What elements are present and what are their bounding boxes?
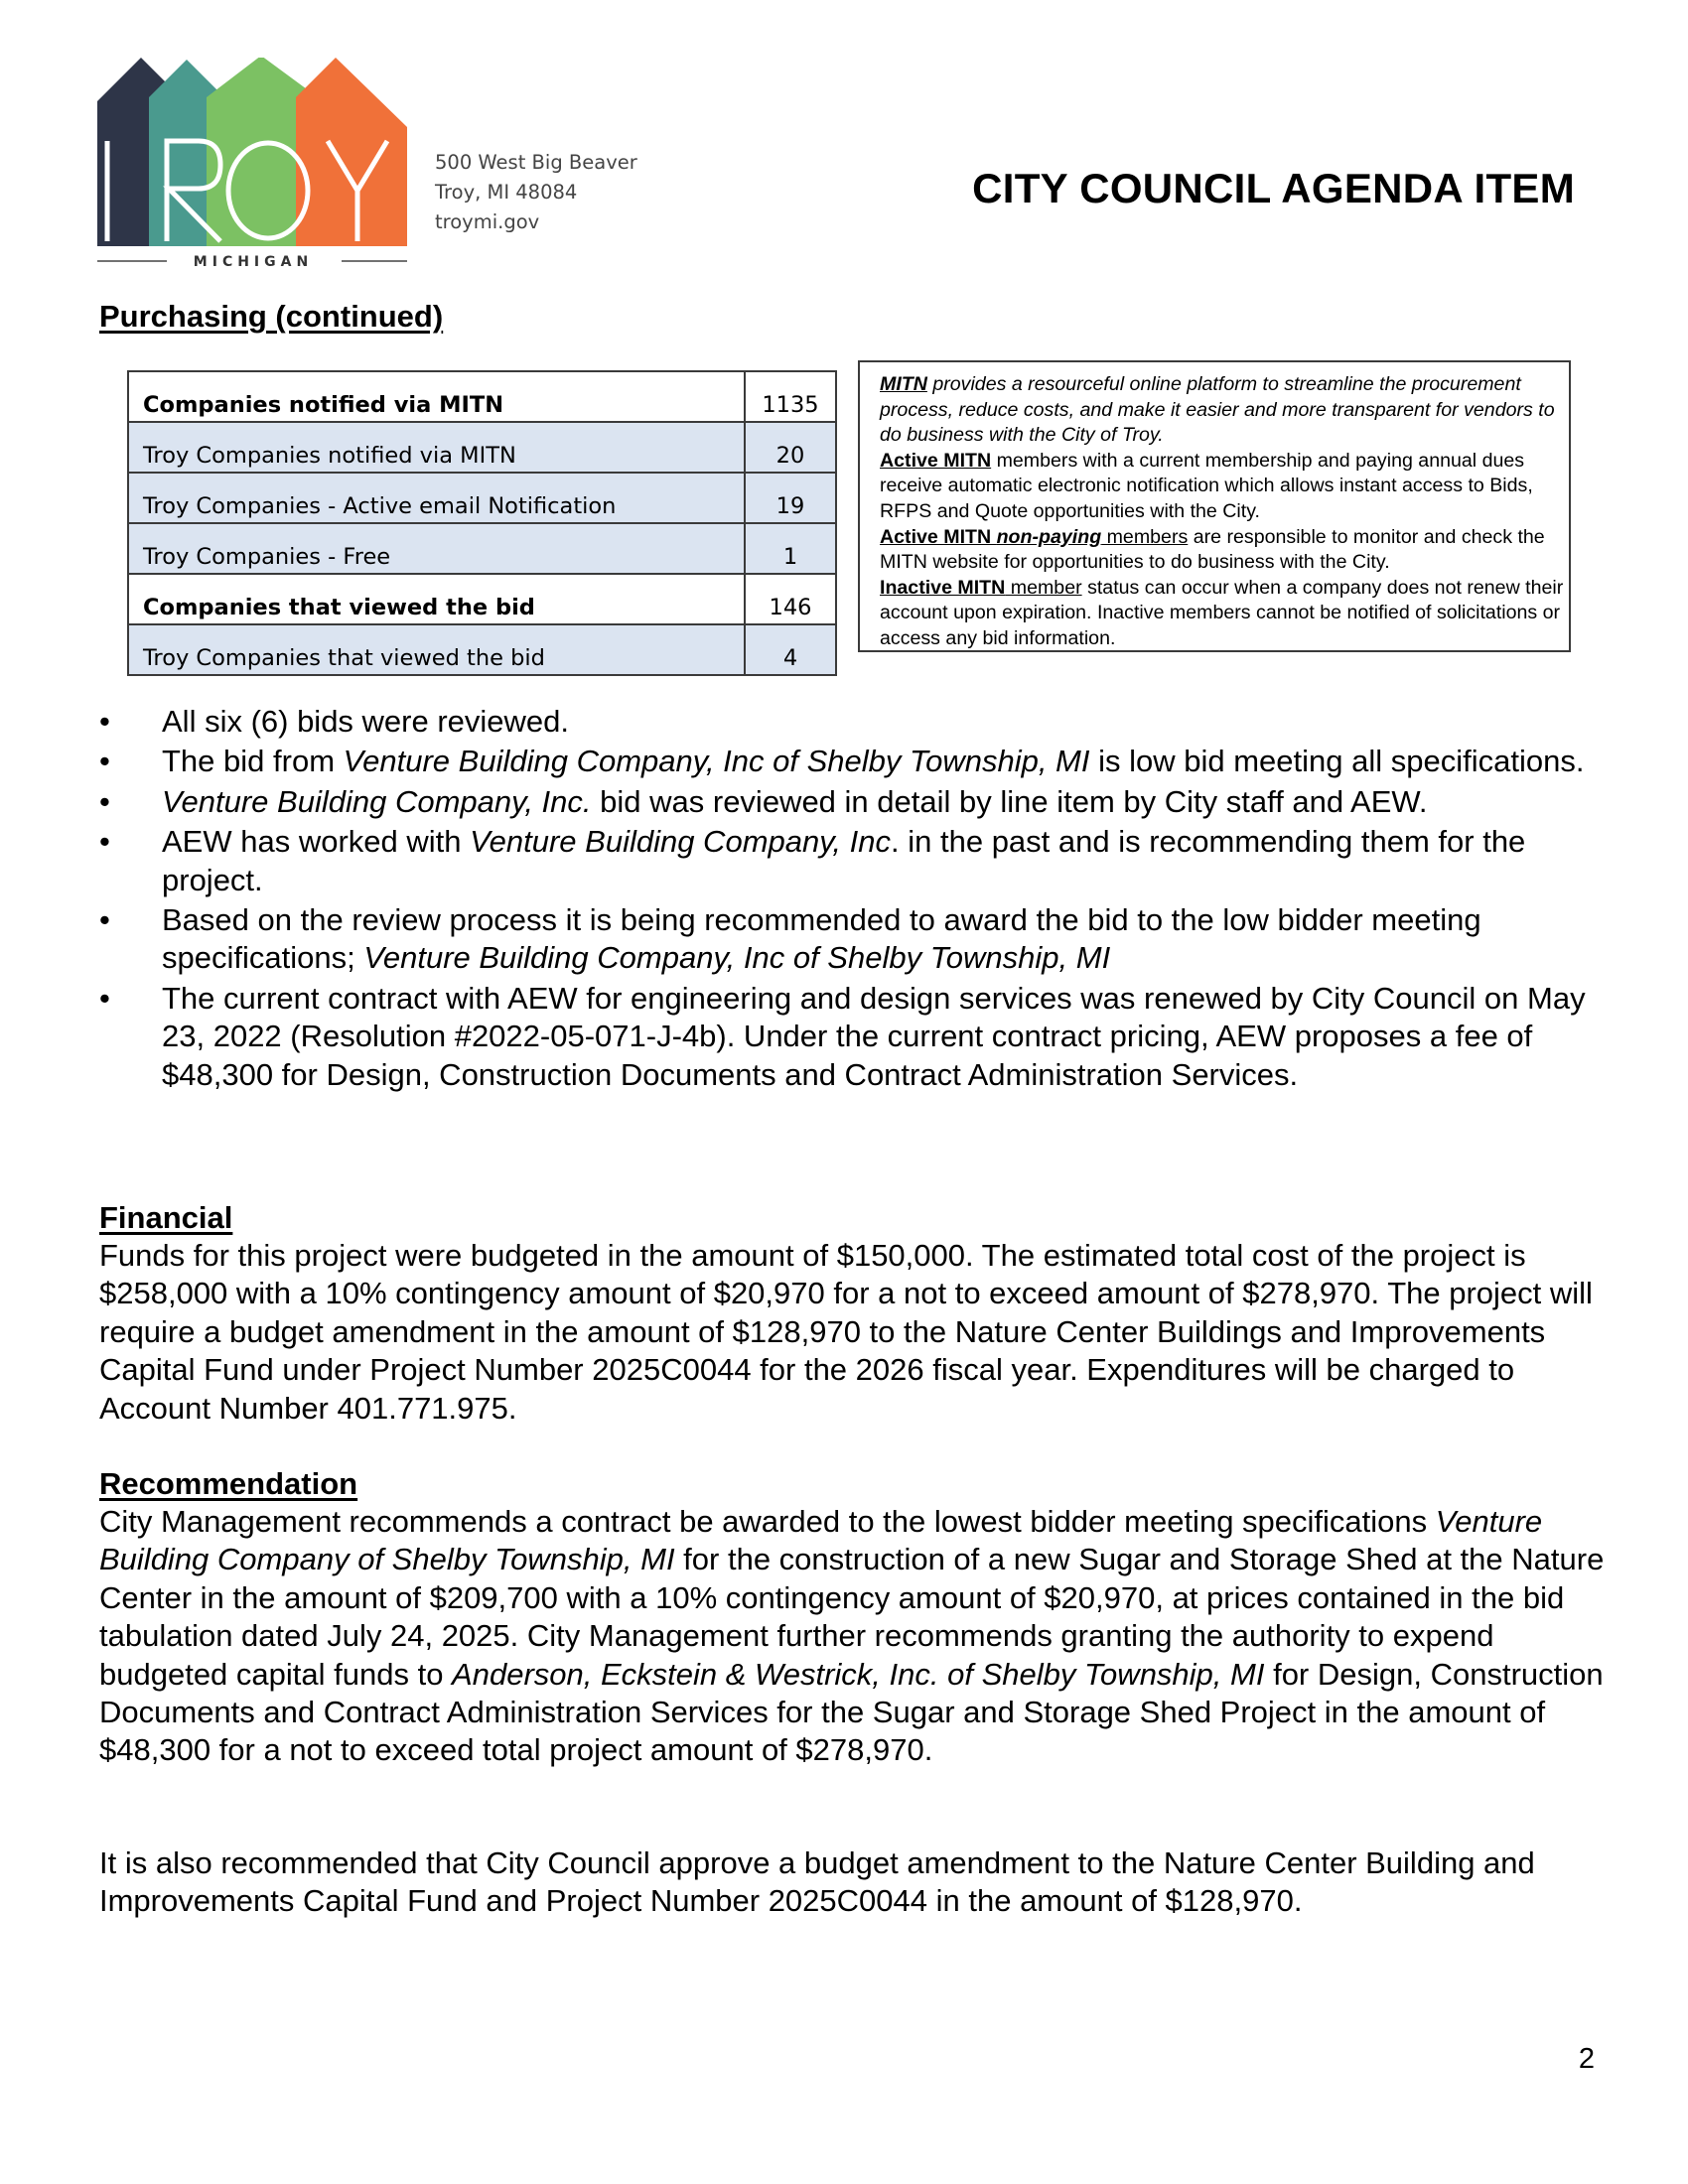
bullet-text-italic: Venture Building Company, Inc of Shelby Township, MI (343, 744, 1090, 779)
table-cell-label: Troy Companies notified via MITN (128, 422, 745, 473)
active-mitn-text: members with a current membership and paying annual dues receive automatic electronic notification which allows instant access to Bids, RFPS and Quote opportunities with the City. (880, 449, 1533, 522)
active-mitn-term: Active MITN (880, 449, 992, 472)
nonpaying-mitn-paragraph (880, 525, 1569, 576)
mitn-stats-table (127, 370, 837, 676)
recommendation-text-italic: Venture Building Company of Shelby Township, MI (99, 1504, 1543, 1577)
recommendation-heading: Recommendation (99, 1466, 358, 1501)
bullet-text: . in the past and is recommending them for the project. (162, 824, 1526, 897)
inactive-text: status can occur when a company does not renew their account upon expiration. Inactive members cannot be notified of solicitations or access any bid information. (880, 576, 1564, 649)
bullet-text-italic: Venture Building Company, Inc of Shelby Township, MI (363, 940, 1111, 976)
financial-paragraph: Funds for this project were budgeted in the amount of $150,000. The estimated total cost of the project is $258,000 with a 10% contingency amount of $20,970 for a not to exceed amount of $278,970. The project will require a budget amendment in the amount of $128,970 to the Nature Center Buildings and Improvements Capital Fund under Project Number 2025C0044 for the 2026 fiscal year. Expenditures will be charged to Account Number 401.771.975. (99, 1238, 1593, 1426)
nonpaying-term-b: non-paying (996, 525, 1102, 548)
table-row (128, 422, 836, 473)
mitn-text: provides a resourceful online platform to streamline the procurement process, reduce costs, and make it easier and more transparent for vendors to do business with the City of Troy. (880, 373, 1555, 447)
address-line-2: Troy, MI 48084 (435, 181, 578, 204)
mitn-paragraph (880, 372, 1569, 449)
logo-michigan-text: MICHIGAN (193, 254, 314, 268)
bullet-text: All six (6) bids were reviewed. (162, 704, 570, 739)
bullet-text: The current contract with AEW for engineering and design services was renewed by City Council on May 23, 2022 (Resolution #2022-05-071-J-4b). Under the current contract pricing, AEW proposes a fee of $48,300 for Design, Construction Documents and Contract Administration Services. (162, 980, 1586, 1092)
bullet-text-italic: Venture Building Company, Inc. (162, 783, 592, 819)
table-cell-value: 1 (745, 523, 836, 574)
bullet-text-italic: Venture Building Company, Inc (470, 824, 892, 860)
recommendation-text: for Design, Construction Documents and Contract Administration Services for the Sugar and Storage Shed Project in the amount of $48,300 for a not to exceed total project amount of $278,970. (99, 1656, 1604, 1768)
website-link[interactable]: troymi.gov (435, 210, 540, 233)
bullet-text: AEW has worked with (162, 824, 471, 860)
inactive-mitn-paragraph (880, 576, 1569, 652)
table-cell-value: 146 (745, 574, 836, 624)
bullet-text: bid was reviewed in detail by line item by City staff and AEW. (591, 783, 1428, 819)
troy-logo (97, 58, 407, 268)
bullet-icon: • (99, 783, 110, 819)
city-address (435, 148, 637, 237)
address-line-1: 500 West Big Beaver (435, 151, 637, 174)
mitn-term: MITN (880, 373, 927, 395)
table-row (128, 473, 836, 523)
recommendation-text: City Management recommends a contract be awarded to the lowest bidder meeting specifications (99, 1504, 1436, 1539)
agenda-title: CITY COUNCIL AGENDA ITEM (972, 165, 1575, 211)
inactive-term-a: Inactive MITN (880, 576, 1006, 599)
table-cell-label: Companies that viewed the bid (128, 574, 745, 624)
mitn-info-box (858, 360, 1571, 652)
recommendation-text: for the construction of a new Sugar and Storage Shed at the Nature Center in the amount of $209,700 with a 10% contingency amount of $20,970, at prices contained in the bid tabulation dated July 24, 2025. City Management further recommends granting the authority to expend budgeted capital funds to (99, 1542, 1605, 1692)
nonpaying-term-a: Active MITN (880, 525, 997, 548)
list-item (99, 901, 1609, 978)
bullet-icon: • (99, 980, 110, 1016)
table-cell-label: Troy Companies - Active email Notification (128, 473, 745, 523)
bullet-icon: • (99, 744, 110, 779)
bullet-icon: • (99, 824, 110, 860)
list-item (99, 980, 1609, 1094)
list-item (99, 743, 1609, 780)
table-cell-value: 20 (745, 422, 836, 473)
table-row (128, 574, 836, 624)
list-item (99, 703, 1609, 741)
active-mitn-paragraph (880, 449, 1569, 525)
list-item (99, 783, 1609, 821)
nonpaying-term-c: members (1101, 525, 1189, 548)
table-cell-value: 1135 (745, 371, 836, 422)
list-item (99, 823, 1609, 899)
bullet-text: Based on the review process it is being recommended to award the bid to the low bidder meeting specifications; (162, 902, 1481, 976)
recommendation-paragraph (99, 1503, 1628, 1770)
bullet-text: The bid from (162, 744, 344, 779)
table-cell-value: 4 (745, 624, 836, 675)
table-row (128, 371, 836, 422)
inactive-term-b: member (1005, 576, 1082, 599)
bullet-icon: • (99, 902, 110, 938)
nonpaying-text: are responsible to monitor and check the MITN website for opportunities to do business with the City. (880, 525, 1545, 574)
table-cell-value: 19 (745, 473, 836, 523)
purchasing-heading: Purchasing (continued) (99, 299, 444, 334)
bullet-icon: • (99, 704, 110, 739)
table-cell-label: Troy Companies that viewed the bid (128, 624, 745, 675)
table-cell-label: Troy Companies - Free (128, 523, 745, 574)
table-row (128, 523, 836, 574)
page-number: 2 (1578, 2043, 1595, 2075)
table-cell-label: Companies notified via MITN (128, 371, 745, 422)
budget-amendment-paragraph: It is also recommended that City Council approve a budget amendment to the Nature Center Building and Improvements Capital Fund and Project Number 2025C0044 in the amount of $128,970. (99, 1845, 1535, 1919)
table-row (128, 624, 836, 675)
financial-heading: Financial (99, 1200, 233, 1235)
bullet-text: is low bid meeting all specifications. (1089, 744, 1585, 779)
recommendation-text-italic: Anderson, Eckstein & Westrick, Inc. of Shelby Township, MI (452, 1656, 1265, 1692)
bid-review-bullets (99, 703, 1609, 1096)
